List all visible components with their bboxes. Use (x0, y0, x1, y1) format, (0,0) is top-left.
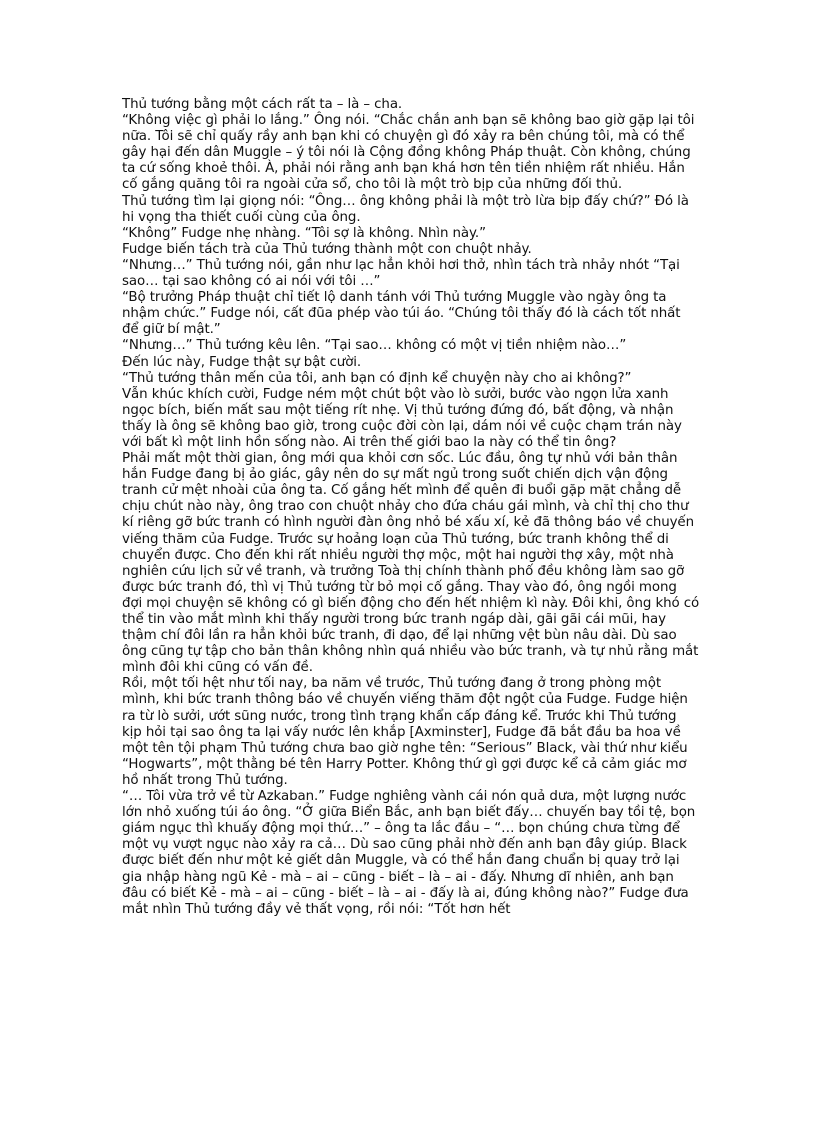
paragraph: Thủ tướng bằng một cách rất ta – là – cha. (122, 97, 403, 112)
paragraph: Vẫn khúc khích cười, Fudge ném một chút bột vào lò sưởi, bước vào ngọn lửa xanh ngọc bích, biến mất sau một tiếng rít nhẹ. Vị thủ tướng đứng đó, bất động, và nhận thấy là ông sẽ không bao giờ, trong cuộc đời còn lại, dám nói về cuộc chạm trán này với bất kì một linh hồn sống nào. Ai trên thế giới bao la này có thể tin ông? (122, 386, 682, 450)
paragraph: “Không” Fudge nhẹ nhàng. “Tôi sợ là không. Nhìn này.” (122, 225, 486, 241)
paragraph: “Nhưng…” Thủ tướng nói, gần như lạc hẳn khỏi hơi thở, nhìn tách trà nhảy nhót “Tại sao… tại sao không có ai nói với tôi …” (122, 257, 680, 290)
paragraph: Fudge biến tách trà của Thủ tướng thành một con chuột nhảy. (122, 241, 532, 257)
paragraph: “Nhưng…” Thủ tướng kêu lên. “Tại sao… không có một vị tiền nhiệm nào…” (122, 338, 627, 354)
paragraph: Đến lúc này, Fudge thật sự bật cười. (122, 354, 362, 370)
paragraph: “Thủ tướng thân mến của tôi, anh bạn có định kể chuyện này cho ai không?” (122, 370, 632, 386)
paragraph: “Bộ trưởng Pháp thuật chỉ tiết lộ danh tánh với Thủ tướng Muggle vào ngày ông ta nhậm chức.” Fudge nói, cất đũa phép vào túi áo. “Chúng tôi thấy đó là cách tốt nhất để giữ bí mật.” (122, 290, 681, 338)
paragraph: “… Tôi vừa trở về từ Azkaban.” Fudge nghiêng vành cái nón quả dưa, một lượng nước lớn nhỏ xuống túi áo ông. “Ở giữa Biển Bắc, anh bạn biết đấy… chuyến bay tồi tệ, bọn giám ngục thì khuấy động mọi thứ…” – ông ta lắc đầu – “… bọn chúng chưa từng để một vụ vượt ngục nào xảy ra cả… Dù sao cũng phải nhờ đến anh bạn đây giúp. Black được biết đến như một kẻ giết dân Muggle, và có thể hắn đang chuẩn bị quay trở lại gia nhập hàng ngũ Kẻ - mà – ai – cũng - biết – là – ai - đấy. Nhưng dĩ nhiên, anh bạn đâu có biết Kẻ - mà – ai – cũng - biết – là – ai - đấy là ai, đúng không nào?” Fudge đưa mắt nhìn Thủ tướng đầy vẻ thất vọng, rồi nói: “Tốt hơn hết (122, 789, 696, 917)
paragraph: Thủ tướng tìm lại giọng nói: “Ông… ông không phải là một trò lừa bịp đấy chứ?” Đó là hi vọng tha thiết cuối cùng của ông. (122, 193, 689, 225)
paragraph: Phải mất một thời gian, ông mới qua khỏi cơn sốc. Lúc đầu, ông tự nhủ với bản thân hắn Fudge đang bị ảo giác, gây nên do sự mất ngủ trong suốt chiến dịch vận động tranh cử mệt nhoài của ông ta. Cố gắng hết mình để quên đi buổi gặp mặt chẳng dễ chịu chút nào này, ông trao con chuột nhảy cho đứa cháu gái mình, và chỉ thị cho thư kí riêng gỡ bức tranh có hình người đàn ông nhỏ bé xấu xí, kẻ đã thông báo về chuyến viếng thăm của Fudge. Trước sự hoảng loạn của Thủ tướng, bức tranh không thể di chuyển được. Cho đến khi rất nhiều người thợ mộc, một hai người thợ xây, một nhà nghiên cứu lịch sử về tranh, và trưởng Toà thị chính thành phố đều không làm sao gỡ được bức tranh đó, thì vị Thủ tướng từ bỏ mọi cố gắng. Thay vào đó, ông ngồi mong đợi mọi chuyện sẽ không có gì biến động cho đến hết nhiệm kì này. Đôi khi, ông khó có thể tin vào mắt mình khi thấy người trong bức tranh ngáp dài, gãi gãi cái mũi, hay thậm chí đôi lần ra hẳn khỏi bức tranh, đi dạo, để lại những vệt bùn nâu dài. Dù sao ông cũng tự tập cho bản thân không nhìn quá nhiều vào bức tranh, và tự nhủ rằng mắt mình đôi khi cũng có vấn đề. (122, 451, 700, 676)
paragraph: Rồi, một tối hệt như tối nay, ba năm về trước, Thủ tướng đang ở trong phòng một mình, khi bức tranh thông báo về chuyến viếng thăm đột ngột của Fudge. Fudge hiện ra từ lò sưởi, ướt sũng nước, trong tình trạng khẩn cấp đáng kể. Trước khi Thủ tướng kịp hỏi tại sao ông ta lại vấy nước lên khắp [Axminster], Fudge đã bắt đầu ba hoa về một tên tội phạm Thủ tướng chưa bao giờ nghe tên: “Serious” Black, vài thứ như kiểu “Hogwarts”, một thằng bé tên Harry Potter. Không thứ gì gợi được kể cả cảm giác mơ hồ nhất trong Thủ tướng. (122, 676, 688, 788)
paragraph: “Không việc gì phải lo lắng.” Ông nói. “Chắc chắn anh bạn sẽ không bao giờ gặp lại tôi nữa. Tôi sẽ chỉ quấy rầy anh bạn khi có chuyện gì đó xảy ra bên chúng tôi, mà có thể gây hại đến dân Muggle – ý tôi nói là Cộng đồng không Pháp thuật. Còn không, chúng ta cứ sống khoẻ thôi. À, phải nói rằng anh bạn khá hơn tên tiền nhiệm rất nhiều. Hắn cố gắng quăng tôi ra ngoài cửa sổ, cho tôi là một trò bịp của những đối thủ. (122, 113, 695, 193)
body-text (122, 97, 700, 918)
